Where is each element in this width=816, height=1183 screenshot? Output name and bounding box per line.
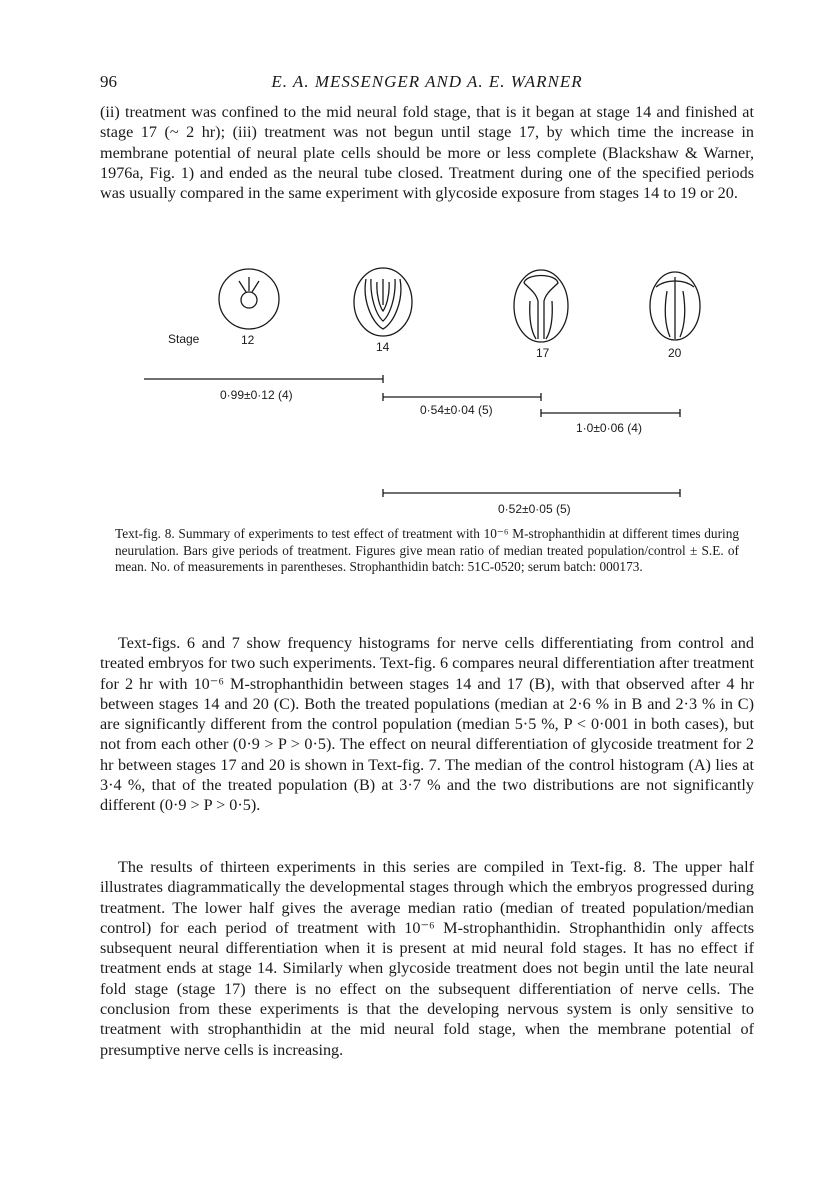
stage-label-17: 17 <box>536 346 550 360</box>
page-number: 96 <box>100 72 117 91</box>
embryo-stage-12-drawing <box>219 269 279 329</box>
figure-caption: Text-fig. 8. Summary of experiments to test effect of treatment with 10⁻⁶ M-strophanthidin at different times during neurulation. Bars give periods of treatment. Figures give mean ratio of median treated population/control ± S.E. of mean. No. of measurements in parentheses. Strophanthidin batch: 51C-0520; serum batch: 000173. <box>115 526 739 575</box>
body-paragraph: (ii) treatment was confined to the mid neural fold stage, that is it began at stage 14 and finished at stage 17 (~ 2 hr); (iii) treatment was not begun until stage 17, by which time the increase in membrane potential of neural plate cells should be more or less complete (Blackshaw & Warner, 1976a, Fig. 1) and ended as the neural tube closed. Treatment during one of the specified periods was usually compared in the same experiment with glycoside exposure from stages 14 to 19 or 20. <box>100 103 754 203</box>
bar-value-12-14: 0·99±0·12 (4) <box>220 388 293 402</box>
body-paragraph: The results of thirteen experiments in this series are compiled in Text-fig. 8. The upper half illustrates diagrammatically the developmental stages through which the embryos progressed during treatment. The lower half gives the average median ratio (median of treated population/median control) for each period of treatment with 10⁻⁶ M-strophanthidin. Strophanthidin only affects subsequent neural differentiation when it is present at mid neural fold stages. It has no effect if treatment ends at stage 14. Similarly when glycoside treatment does not begin until the late neural fold stage (stage 17) there is no effect on the subsequent differentiation of nerve cells. The conclusion from these experiments is that the developing nervous system is only sensitive to treatment with strophanthidin at the mid neural fold stage, when the membrane potential of presumptive nerve cells is increasing. <box>100 858 754 1059</box>
embryo-stage-14-drawing <box>354 268 412 336</box>
stage-label-20: 20 <box>668 346 682 360</box>
treatment-bar-17-20 <box>541 409 680 417</box>
bar-value-17-20: 1·0±0·06 (4) <box>576 421 642 435</box>
treatment-bar-12-14 <box>144 375 383 383</box>
stage-label-14: 14 <box>376 340 390 354</box>
stage-label-12: 12 <box>241 333 255 347</box>
page-header <box>100 72 754 96</box>
text-figure-8 <box>100 255 754 525</box>
embryo-stage-20-drawing <box>650 272 700 340</box>
embryo-stage-17-drawing <box>514 270 568 342</box>
body-paragraph: Text-figs. 6 and 7 show frequency histograms for nerve cells differentiating from control and treated embryos for two such experiments. Text-fig. 6 compares neural differentiation after treatment for 2 hr with 10⁻⁶ M-strophanthidin between stages 14 and 17 (B), with that observed after 4 hr between stages 14 and 20 (C). Both the treated populations (median at 2·6 % in B and 2·3 % in C) are significantly different from the control population (median 5·5 %, P < 0·001 in both cases), but not from each other (0·9 > P > 0·5). The effect on neural differentiation of glycoside treatment for 2 hr between stages 17 and 20 is shown in Text-fig. 7. The median of the control histogram (A) lies at 3·4 %, that of the treated population (B) at 3·7 % and the two distributions are not significantly different (0·9 > P > 0·5). <box>100 634 754 815</box>
stage-axis-label: Stage <box>168 332 200 346</box>
running-head: E. A. MESSENGER AND A. E. WARNER <box>271 72 583 91</box>
treatment-bar-14-20 <box>383 489 680 497</box>
treatment-bar-14-17 <box>383 393 541 401</box>
bar-value-14-17: 0·54±0·04 (5) <box>420 403 493 417</box>
stage-diagram <box>100 255 754 525</box>
bar-value-14-20: 0·52±0·05 (5) <box>498 502 571 516</box>
